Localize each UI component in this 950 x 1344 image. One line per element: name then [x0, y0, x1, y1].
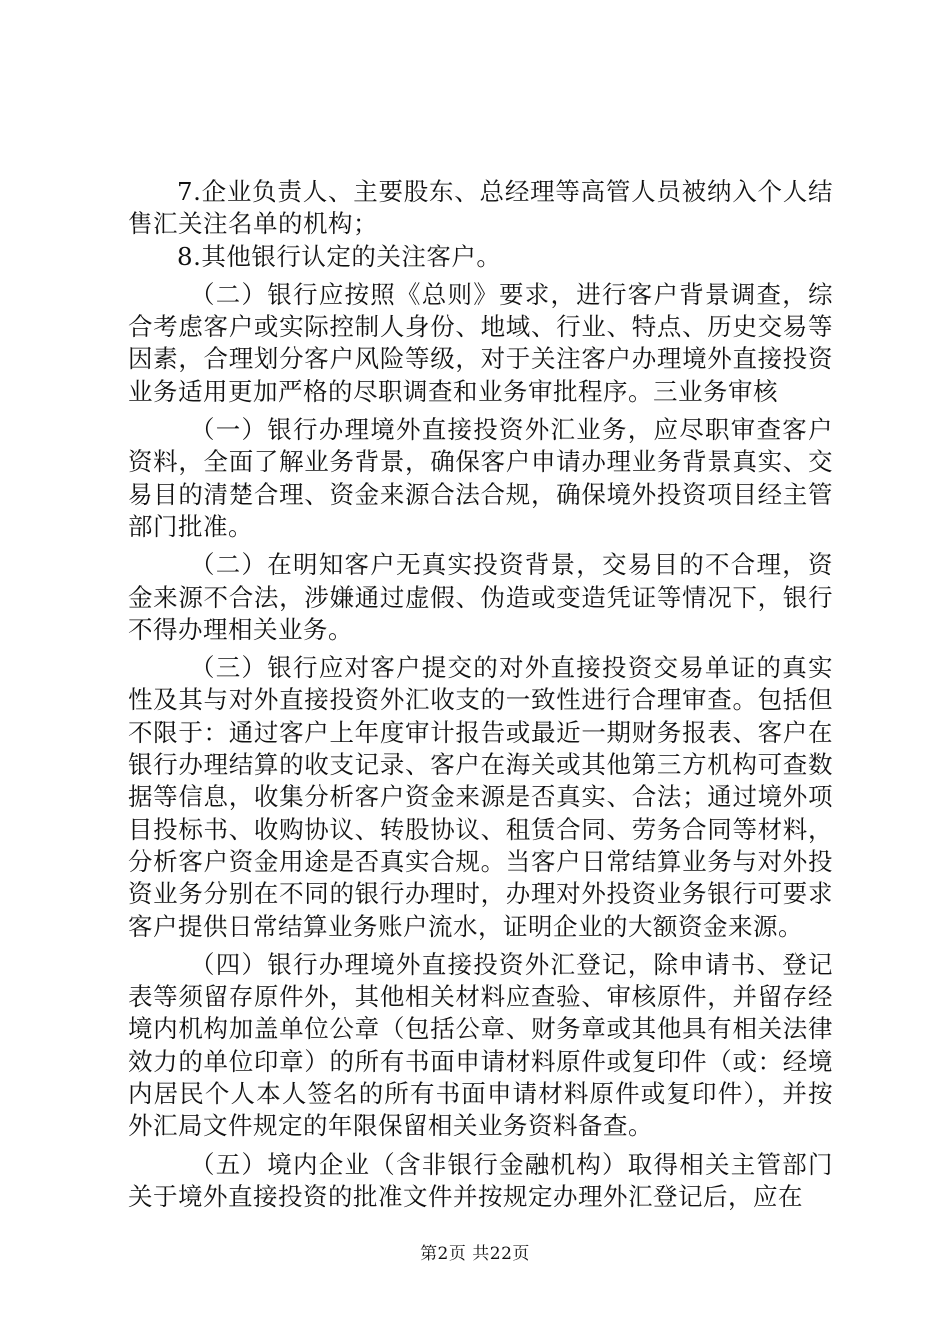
paragraph-review-3: （三）银行应对客户提交的对外直接投资交易单证的真实性及其与对外直接投资外汇收支的一致性进行合理审查。包括但不限于：通过客户上年度审计报告或最近一期财务报表、客户在银行办理结算的收支记录、客户在海关或其他第三方机构可查数据等信息，收集分析客户资金来源是否真实、合法；通过境外项目投标书、收购协议、转股协议、租赁合同、劳务合同等材料，分析客户资金用途是否真实合规。当客户日常结算业务与对外投资业务分别在不同的银行办理时，办理对外投资业务银行可要求客户提供日常结算业务账户流水，证明企业的大额资金来源。 — [128, 653, 833, 941]
paragraph-item-8: 8.其他银行认定的关注客户。 — [177, 241, 502, 271]
page-number-footer: 第2页 共22页 — [420, 1244, 530, 1264]
paragraph-customer-background: （二）银行应按照《总则》要求，进行客户背景调查，综合考虑客户或实际控制人身份、地域、行业、特点、历史交易等因素，合理划分客户风险等级，对于关注客户办理境外直接投资业务适用更加严格的尽职调查和业务审批程序。三业务审核 — [128, 279, 833, 406]
document-body — [128, 176, 833, 1213]
paragraph-review-1: （一）银行办理境外直接投资外汇业务，应尽职审查客户资料，全面了解业务背景，确保客户申请办理业务背景真实、交易目的清楚合理、资金来源合法合规，确保境外投资项目经主管部门批准。 — [128, 415, 833, 541]
paragraph-review-2: （二）在明知客户无真实投资背景，交易目的不合理，资金来源不合法，涉嫌通过虚假、伪造或变造凭证等情况下，银行不得办理相关业务。 — [128, 550, 833, 644]
paragraph-review-4: （四）银行办理境外直接投资外汇登记，除申请书、登记表等须留存原件外，其他相关材料应查验、审核原件，并留存经境内机构加盖单位公章（包括公章、财务章或其他具有相关法律效力的单位印章）的所有书面申请材料原件或复印件（或：经境内居民个人本人签名的所有书面申请材料原件或复印件），并按外汇局文件规定的年限保留相关业务资料备查。 — [128, 949, 833, 1141]
paragraph-review-5: （五）境内企业（含非银行金融机构）取得相关主管部门关于境外直接投资的批准文件并按规定办理外汇登记后，应在 — [128, 1149, 833, 1211]
paragraph-item-7: 7.企业负责人、主要股东、总经理等高管人员被纳入个人结售汇关注名单的机构； — [128, 177, 833, 239]
